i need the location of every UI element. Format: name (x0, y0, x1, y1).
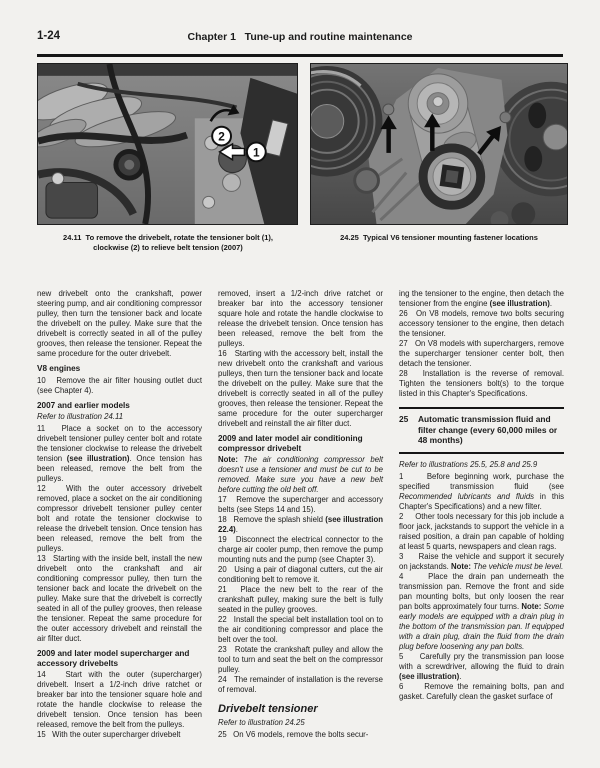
paragraph: 10 Remove the air filter housing outlet duct (see Chapter 4). (37, 375, 202, 395)
reservoir-cap (113, 149, 145, 181)
paragraph: 25 On V6 models, remove the bolts secur- (218, 730, 369, 739)
paragraph: removed, insert a 1/2-inch drive ratchet or breaker bar into the accessory tensioner square hole and rotate the handle clockwise to release the drivebelt tension. Once tension has been released, remove the belt from the pulleys. (218, 289, 383, 348)
paragraph: 22 Install the special belt installation tool on to the air conditioning compressor and place the belt over the tool. (218, 615, 383, 644)
illustration-reference: Refer to illustration 24.11 (37, 412, 124, 421)
paragraph: 28 Installation is the reverse of removal. Tighten the tensioners bolt(s) to the torque listed in this Chapter's Specifications. (399, 369, 564, 398)
figure-24-25-caption: 24.25 Typical V6 tensioner mounting fastener locations (340, 233, 538, 242)
engine-bay-photo-illustration (38, 64, 297, 224)
paragraph: 12 With the outer accessory drivebelt removed, place a socket on the air conditioning compressor drivebelt tensioner pulley center bolt and rotate the tensioner clockwise to release the drivebelt tension. Once tension has been released, remove the belt from the pulleys. (37, 484, 202, 553)
callout-2-badge (212, 127, 231, 146)
paragraph: 23 Rotate the crankshaft pulley and allow the tool to turn and seat the belt on the compressor pulley. (218, 645, 383, 674)
paragraph: 2 Other tools necessary for this job include a floor jack, jackstands to support the vehicle in a raised position, a drain pan capable of holding at least 5 quarts, newspapers and clean rags. (399, 511, 564, 551)
sub-heading: 2009 and later model air conditioning compressor drivebelt (218, 434, 363, 453)
header-rule (37, 54, 563, 57)
figure-24-11-photo (37, 63, 298, 225)
paragraph: 15 With the outer supercharger drivebelt (37, 730, 181, 739)
illustration-reference: Refer to illustration 24.25 (218, 718, 305, 727)
paragraph: 16 Starting with the accessory belt, install the new drivebelt onto the crankshaft and various pulleys, then turn the tensioner back and locate the drivebelt on the pulley. Make sure that the drivebelt is correctly seated in all of the pulley grooves, then release the tensioner. Repeat the same procedure for the outer supercharger drivebelt and reinstall the air filter duct. (218, 349, 383, 428)
bracket-hole (355, 169, 379, 193)
paragraph: 6 Remove the remaining bolts, pan and gasket. Carefully clean the gasket surface of (399, 681, 564, 701)
paragraph: 3 Raise the vehicle and support it securely on jackstands. Note: The vehicle must be level. (399, 551, 564, 571)
svg-text:1: 1 (253, 145, 260, 160)
coil-pack (46, 183, 98, 219)
paragraph: ing the tensioner to the engine, then detach the tensioner from the engine (see illustration). (399, 289, 564, 308)
paragraph: 26 On V8 models, remove two bolts securing accessory tensioner to the engine, then detach the tensioner. (399, 309, 564, 338)
section-title: Automatic transmission fluid and filter change (every 60,000 miles or 48 months) (418, 414, 558, 445)
paragraph: 27 On V8 models with superchargers, remove the supercharger tensioner center bolt, then detach the tensioner. (399, 339, 564, 368)
page-number: 1-24 (37, 30, 61, 42)
paragraph: Note: The air conditioning compressor belt doesn't use a tensioner and must be cut to be removed. Make sure you have a new belt before cutting the old belt off. (218, 455, 384, 494)
column-2 (218, 289, 383, 757)
svg-text:2: 2 (218, 129, 225, 144)
section-number: 25 (399, 414, 409, 424)
paragraph: 20 Using a pair of diagonal cutters, cut the air conditioning belt to remove it. (218, 565, 383, 584)
callout-1-badge (247, 143, 266, 162)
fastener-nut (500, 112, 511, 123)
column-1 (37, 289, 202, 757)
sub-heading: 2009 and later model supercharger and accessory drivebelts (37, 649, 190, 668)
paragraph: 19 Disconnect the electrical connector to the charge air cooler pump, then remove the pump mounting nuts and the pump (see Chapter 3). (218, 535, 383, 564)
paragraph: new drivebelt onto the crankshaft, power steering pump, and air conditioning compressor pulley, then turn the tensioner back and locate the drivebelt on the pulley. Make sure that the drivebelt is correctly seated in all of the pulley grooves, then release the tensioner. Repeat the same procedure for the outer drivebelt. (37, 289, 202, 358)
chapter-title: Chapter 1 Tune-up and routine maintenance (187, 31, 413, 43)
paragraph: 5 Carefully pry the transmission pan loose with a screwdriver, allowing the fluid to drain (see illustration). (399, 651, 564, 681)
paragraph: 4 Place the drain pan underneath the transmission pan. Remove the front and side pan mounting bolts, but only loosen the rear pan bolts approximately four turns. Note: Some early models are equipped with a drain plug in the bottom of the transmission pan. If equipped with a drain plug, drain the fluid from the drain plug before loosening any pan bolts. (399, 571, 564, 651)
body-text (37, 289, 564, 757)
fastener-nut (383, 104, 394, 115)
paragraph: 21 Place the new belt to the rear of the crankshaft pulley, making sure the belt is fully seated in the pulley grooves. (218, 585, 383, 614)
paragraph: 1 Before beginning work, purchase the specified transmission fluid (see Recommended lubricants and fluids in this Chapter's Specifications) and a new filter. (399, 471, 564, 511)
illustration-reference: Refer to illustrations 25.5, 25.8 and 25.9 (399, 459, 538, 469)
paragraph: 11 Place a socket on to the accessory drivebelt tensioner pulley center bolt and rotate the tensioner clockwise to release the drivebelt tension (see illustration). Once tension has been released, remove the belt from the pulleys. (37, 424, 202, 483)
paragraph: 24 The remainder of installation is the reverse of removal. (218, 675, 383, 694)
figure-24-25-photo (310, 63, 568, 225)
subsection-heading: Drivebelt tensioner (218, 703, 318, 715)
tensioner-photo-illustration (311, 64, 567, 224)
figure-24-11-caption: 24.11 To remove the drivebelt, rotate the tensioner bolt (1), clockwise (2) to relieve belt tension (2007) (63, 233, 273, 252)
sub-heading: V8 engines (37, 364, 81, 373)
paragraph: 14 Start with the outer (supercharger) drivebelt. Insert a 1/2-inch drive ratchet or breaker bar into the tensioner square hole and rotate the handle clockwise to release the drivebelt tension. Once tension has been released, remove the belt from the pulleys. (37, 670, 202, 729)
paragraph: 17 Remove the supercharger and accessory belts (see Steps 14 and 15). (218, 495, 383, 514)
section-heading-box (399, 407, 564, 454)
paragraph: 18 Remove the splash shield (see illustration 22.4). (218, 515, 383, 534)
paragraph: 13 Starting with the inside belt, install the new drivebelt onto the crankshaft and air conditioning compressor pulley, then turn the tensioner back and locate the drivebelt on the pulley. Make sure that the drivebelt is correctly seated in all of the pulley grooves, then release the tensioner. Repeat the same procedure for the outer accessory drivebelt and reinstall the air filter duct. (37, 554, 202, 643)
column-3 (399, 289, 564, 757)
sub-heading: 2007 and earlier models (37, 400, 130, 410)
